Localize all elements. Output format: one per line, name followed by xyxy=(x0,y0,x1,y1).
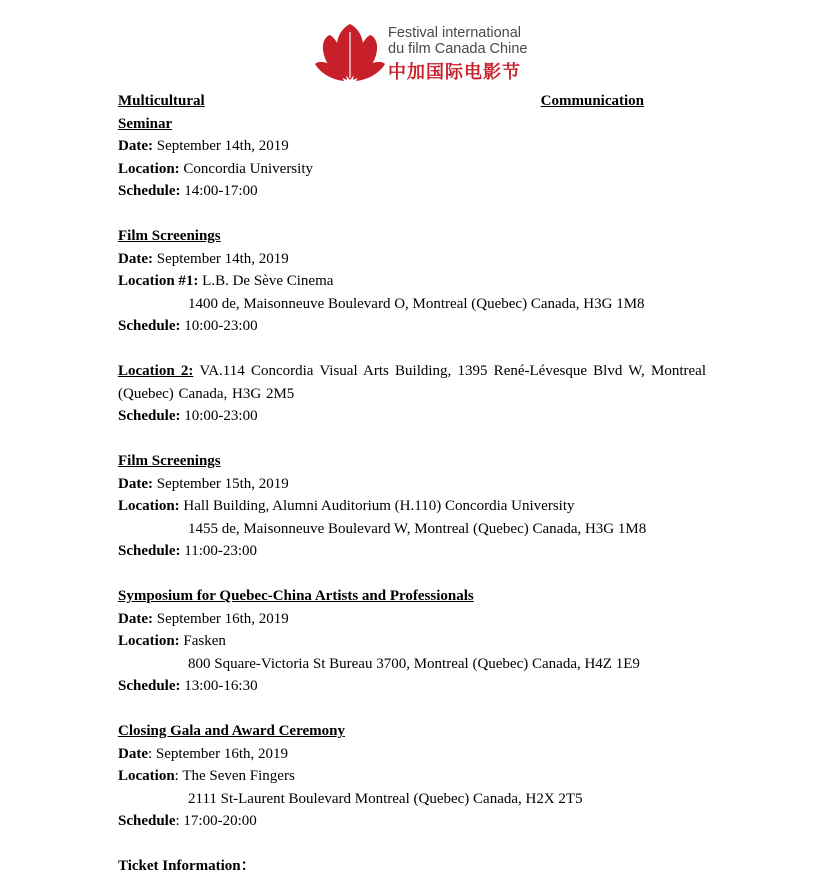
seminar-title-line2 xyxy=(118,113,706,136)
date-label: Date: xyxy=(118,138,153,154)
location-label: Location: xyxy=(118,498,180,514)
screenings-day2-location-address: 1455 de, Maisonneuve Boulevard W, Montreal (Quebec) Canada, H3G 1M8 xyxy=(188,520,647,537)
closing-gala-schedule xyxy=(118,810,706,833)
schedule-label: Schedule: xyxy=(118,543,181,559)
logo-name-french xyxy=(388,25,527,57)
closing-gala-location xyxy=(118,765,706,788)
location-value: : The Seven Fingers xyxy=(174,768,295,784)
symposium-title-line xyxy=(118,585,706,608)
symposium-schedule xyxy=(118,675,706,698)
screenings-day1-date xyxy=(118,248,706,271)
location1-value: L.B. De Sève Cinema xyxy=(202,273,334,289)
schedule-label: Schedule: xyxy=(118,183,181,199)
ticket-info-title-line xyxy=(118,855,706,878)
seminar-title-part1: Multicultural xyxy=(118,93,205,109)
location-value: Concordia University xyxy=(183,160,313,177)
location-value: Fasken xyxy=(183,633,226,649)
screenings-day2-location xyxy=(118,495,706,518)
spacer xyxy=(118,698,706,721)
logo-name-chinese: 中加国际电影节 xyxy=(388,62,521,83)
schedule-label: Schedule xyxy=(118,813,176,829)
date-value: September 14th, 2019 xyxy=(156,138,289,154)
screenings-day1-schedule1 xyxy=(118,315,706,338)
schedule-value: 10:00-23:00 xyxy=(184,318,258,334)
schedule-value: : 17:00-20:00 xyxy=(175,813,257,829)
schedule-label: Schedule: xyxy=(118,408,181,424)
screenings-day2-title: Film Screenings xyxy=(118,453,221,469)
location2-value: VA.114 Concordia Visual Arts Building, 1395 René-Lévesque Blvd W, Montreal (Quebec) Canada, H3G 2M5 xyxy=(118,363,706,402)
screenings-day1-location2 xyxy=(118,360,706,405)
screenings-day2-date xyxy=(118,473,706,496)
screenings-day2-title-line xyxy=(118,450,706,473)
screenings-day1-location1-address: 1400 de, Maisonneuve Boulevard O, Montreal (Quebec) Canada, H3G 1M8 xyxy=(188,295,645,312)
logo-name-fr-line1: Festival international xyxy=(388,25,521,41)
date-label: Date xyxy=(118,745,148,762)
location-label: Location: xyxy=(118,633,180,649)
symposium-location xyxy=(118,630,706,653)
schedule-label: Schedule: xyxy=(118,318,181,334)
date-value: September 15th, 2019 xyxy=(156,475,289,492)
spacer xyxy=(118,833,706,856)
closing-gala-title: Closing Gala and Award Ceremony xyxy=(118,723,345,739)
closing-gala-location-address: 2111 St-Laurent Boulevard Montreal (Quebec) Canada, H2X 2T5 xyxy=(188,790,583,807)
date-label: Date: xyxy=(118,250,153,267)
location-value: Hall Building, Alumni Auditorium (H.110) Concordia University xyxy=(183,498,575,514)
date-label: Date: xyxy=(118,475,153,492)
spacer xyxy=(118,203,706,226)
location-label: Location xyxy=(118,768,175,784)
seminar-schedule xyxy=(118,180,706,203)
spacer xyxy=(118,563,706,586)
symposium-title: Symposium for Quebec-China Artists and Professionals xyxy=(118,588,474,604)
schedule-label: Schedule: xyxy=(118,678,181,694)
spacer xyxy=(118,428,706,451)
date-value: : September 16th, 2019 xyxy=(148,745,288,762)
closing-gala-date xyxy=(118,743,706,766)
date-value: September 16th, 2019 xyxy=(156,610,289,627)
seminar-title-part2: Communication xyxy=(540,93,644,109)
festival-logo xyxy=(313,22,533,84)
seminar-location xyxy=(118,158,706,181)
symposium-date xyxy=(118,608,706,631)
location2-label: Location 2: xyxy=(118,363,194,379)
logo-name-fr-line2: du film Canada Chine xyxy=(388,41,528,57)
schedule-value: 11:00-23:00 xyxy=(184,543,258,559)
date-value: September 14th, 2019 xyxy=(156,250,289,267)
screenings-day2-schedule xyxy=(118,540,706,563)
closing-gala-title-line xyxy=(118,720,706,743)
screenings-day1-title-line xyxy=(118,225,706,248)
symposium-location-address: 800 Square-Victoria St Bureau 3700, Montreal (Quebec) Canada, H4Z 1E9 xyxy=(188,655,640,672)
seminar-title-line xyxy=(118,90,706,113)
spacer xyxy=(118,338,706,361)
location1-label: Location #1: xyxy=(118,273,199,289)
date-label: Date: xyxy=(118,610,153,627)
flower-logo-icon xyxy=(313,22,387,84)
screenings-day1-schedule2 xyxy=(118,405,706,428)
screenings-day1-title: Film Screenings xyxy=(118,228,221,244)
screenings-day1-location1 xyxy=(118,270,706,293)
schedule-value: 10:00-23:00 xyxy=(184,408,258,424)
location-label: Location: xyxy=(118,160,180,177)
schedule-value: 14:00-17:00 xyxy=(184,183,258,199)
seminar-title-part3: Seminar xyxy=(118,115,173,132)
ticket-info-title: Ticket Information： xyxy=(118,858,256,874)
seminar-date xyxy=(118,135,706,158)
event-schedule-document xyxy=(118,90,706,878)
schedule-value: 13:00-16:30 xyxy=(184,678,258,694)
